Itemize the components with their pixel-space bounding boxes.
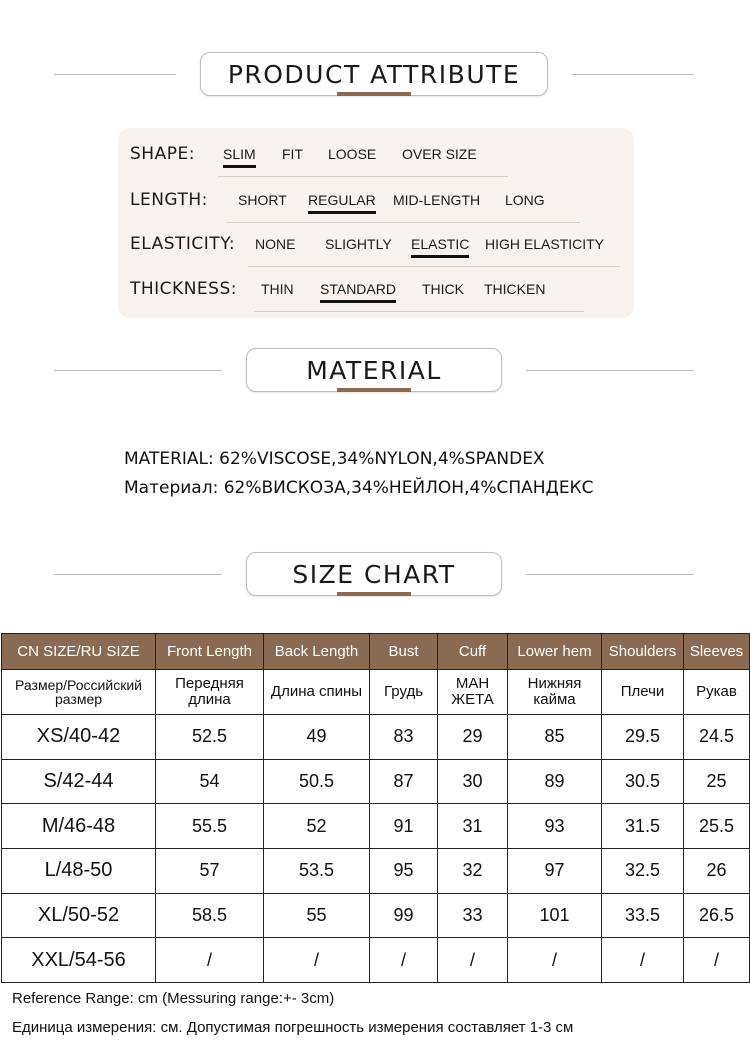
table-row	[2, 893, 750, 938]
attr-option: THICKEN	[484, 281, 546, 297]
value-cell: 31	[438, 804, 508, 849]
value-cell: 55.5	[156, 804, 264, 849]
header-title: PRODUCT ATTRIBUTE	[227, 59, 521, 89]
attr-option: FIT	[282, 146, 303, 162]
table-row	[2, 715, 750, 760]
measurement-note-ru: Единица измерения: см. Допустимая погрешность измерения составляет 1-3 см	[12, 1019, 574, 1036]
ru-column-header: Длина спины	[264, 670, 370, 715]
column-header: Shoulders	[602, 634, 684, 670]
value-cell: 91	[370, 804, 438, 849]
material-ru	[124, 478, 594, 498]
ru-column-header: Рукав	[684, 670, 750, 715]
value-cell: 55	[264, 893, 370, 938]
ru-column-header: Передняя длина	[156, 670, 264, 715]
header-accent-bar	[337, 592, 411, 596]
size-cell: XL/50-52	[2, 893, 156, 938]
value-cell: 57	[156, 849, 264, 894]
table-row	[2, 804, 750, 849]
value-cell: 24.5	[684, 715, 750, 760]
column-header: CN SIZE/RU SIZE	[2, 634, 156, 670]
value-cell: 32.5	[602, 849, 684, 894]
attr-option: THICK	[422, 281, 464, 297]
attr-option-selected: ELASTIC	[411, 236, 470, 252]
header-pill	[246, 552, 502, 596]
ru-column-header: Нижняя кайма	[508, 670, 602, 715]
value-cell: /	[264, 938, 370, 983]
column-header: Back Length	[264, 634, 370, 670]
table-row	[2, 938, 750, 983]
value-cell: 85	[508, 715, 602, 760]
size-chart-header	[0, 552, 750, 612]
value-cell: /	[438, 938, 508, 983]
value-cell: 33.5	[602, 893, 684, 938]
size-cell: M/46-48	[2, 804, 156, 849]
value-cell: 54	[156, 759, 264, 804]
value-cell: /	[602, 938, 684, 983]
attr-option: OVER SIZE	[402, 146, 477, 162]
material-en-value: 62%VISCOSE,34%NYLON,4%SPANDEX	[219, 449, 545, 469]
value-cell: 31.5	[602, 804, 684, 849]
column-header: Sleeves	[684, 634, 750, 670]
value-cell: 26.5	[684, 893, 750, 938]
value-cell: 89	[508, 759, 602, 804]
ru-column-header: Размер/Российский размер	[2, 670, 156, 715]
header-divider-left	[54, 370, 222, 371]
value-cell: 52.5	[156, 715, 264, 760]
value-cell: 58.5	[156, 893, 264, 938]
header-divider-right	[572, 74, 694, 75]
value-cell: 99	[370, 893, 438, 938]
size-cell: L/48-50	[2, 849, 156, 894]
value-cell: 83	[370, 715, 438, 760]
size-cell: XXL/54-56	[2, 938, 156, 983]
product-attribute-header	[0, 52, 750, 112]
size-chart-table	[1, 633, 750, 983]
attr-option-selected: SLIM	[223, 146, 256, 162]
ru-column-header: Грудь	[370, 670, 438, 715]
material-ru-label: Материал:	[124, 478, 219, 498]
attr-option-selected: STANDARD	[320, 281, 396, 297]
value-cell: 33	[438, 893, 508, 938]
attr-option: SLIGHTLY	[325, 236, 392, 252]
material-ru-value: 62%ВИСКОЗА,34%НЕЙЛОН,4%СПАНДЕКС	[223, 478, 594, 498]
column-header: Lower hem	[508, 634, 602, 670]
ru-column-header: МАН ЖЕТА	[438, 670, 508, 715]
material-en-label: MATERIAL:	[124, 449, 214, 469]
attr-label: THICKNESS:	[130, 279, 237, 299]
header-divider-left	[54, 574, 222, 575]
value-cell: 25.5	[684, 804, 750, 849]
reference-range-note: Reference Range: cm (Messuring range:+- 3cm)	[12, 990, 335, 1007]
attr-option-selected: REGULAR	[308, 192, 376, 208]
value-cell: 97	[508, 849, 602, 894]
attr-option: NONE	[255, 236, 296, 252]
value-cell: 95	[370, 849, 438, 894]
value-cell: 29.5	[602, 715, 684, 760]
attr-label: ELASTICITY:	[130, 234, 236, 254]
attr-underline	[248, 266, 620, 267]
attr-underline	[218, 176, 508, 177]
size-cell: S/42-44	[2, 759, 156, 804]
material-header	[0, 348, 750, 408]
attr-option: SHORT	[238, 192, 287, 208]
header-divider-right	[526, 370, 694, 371]
header-pill	[200, 52, 548, 96]
header-accent-bar	[337, 92, 411, 96]
size-cell: XS/40-42	[2, 715, 156, 760]
header-accent-bar	[337, 388, 411, 392]
table-header-row	[2, 634, 750, 670]
material-en	[124, 449, 545, 469]
header-divider-left	[54, 74, 176, 75]
value-cell: 87	[370, 759, 438, 804]
header-pill	[246, 348, 502, 392]
value-cell: 29	[438, 715, 508, 760]
product-attribute-panel	[118, 128, 634, 318]
value-cell: 30	[438, 759, 508, 804]
value-cell: 52	[264, 804, 370, 849]
value-cell: /	[370, 938, 438, 983]
value-cell: 32	[438, 849, 508, 894]
header-divider-right	[526, 574, 694, 575]
attr-option: HIGH ELASTICITY	[485, 236, 605, 252]
attr-option: THIN	[261, 281, 294, 297]
table-row	[2, 759, 750, 804]
value-cell: /	[508, 938, 602, 983]
column-header: Cuff	[438, 634, 508, 670]
attr-label: LENGTH:	[130, 190, 208, 210]
value-cell: /	[684, 938, 750, 983]
value-cell: /	[156, 938, 264, 983]
attr-underline	[254, 311, 584, 312]
table-ru-header-row	[2, 670, 750, 715]
value-cell: 53.5	[264, 849, 370, 894]
column-header: Bust	[370, 634, 438, 670]
value-cell: 49	[264, 715, 370, 760]
header-title: SIZE CHART	[292, 559, 456, 589]
attr-option: LONG	[505, 192, 545, 208]
value-cell: 25	[684, 759, 750, 804]
column-header: Front Length	[156, 634, 264, 670]
attr-option: LOOSE	[328, 146, 377, 162]
value-cell: 26	[684, 849, 750, 894]
value-cell: 101	[508, 893, 602, 938]
value-cell: 93	[508, 804, 602, 849]
attr-underline	[226, 222, 580, 223]
attr-option: MID-LENGTH	[393, 192, 481, 208]
attr-label: SHAPE:	[130, 144, 195, 164]
value-cell: 50.5	[264, 759, 370, 804]
header-title: MATERIAL	[306, 355, 442, 385]
ru-column-header: Плечи	[602, 670, 684, 715]
table-row	[2, 849, 750, 894]
value-cell: 30.5	[602, 759, 684, 804]
